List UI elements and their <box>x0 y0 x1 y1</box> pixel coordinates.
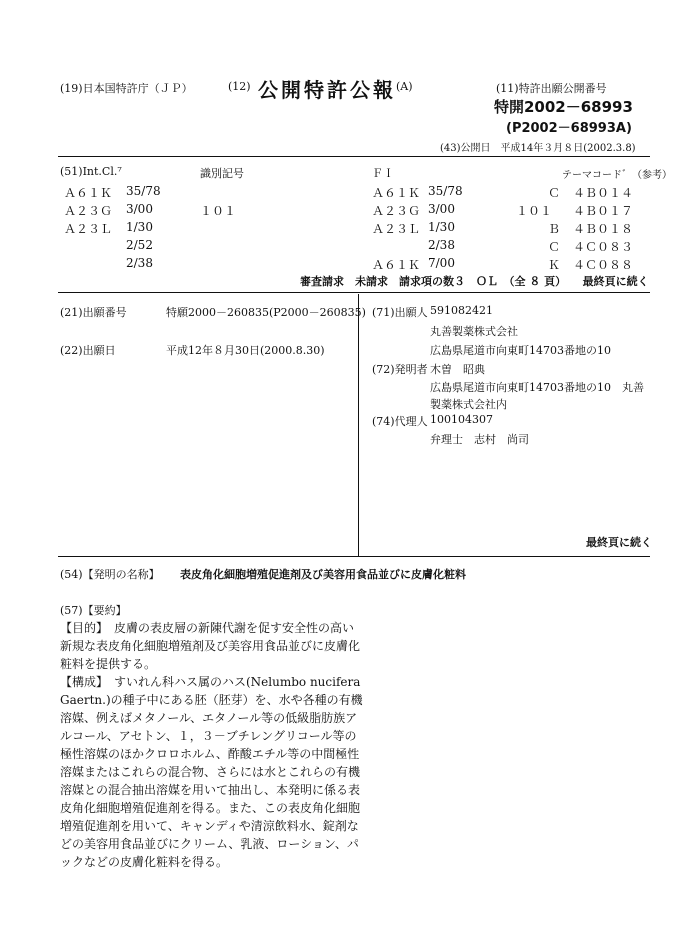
intcl-header: (51)Int.Cl.⁷ <box>60 165 122 178</box>
theme-code: ４Ｂ０１４ <box>573 186 634 200</box>
class-sub: 2/52 <box>126 238 153 252</box>
agent-id: 100104307 <box>430 413 493 426</box>
theme-code: ４Ｂ０１８ <box>573 222 634 236</box>
kind-code: (A) <box>396 80 413 93</box>
class-sub: 2/38 <box>126 256 153 270</box>
column-divider <box>358 294 359 556</box>
abstract-line: 極性溶媒のほかクロロホルム、酢酸エチル等の中間極性 <box>60 747 360 761</box>
kind-number: (12) <box>228 80 251 93</box>
abstract-line: 【目的】 皮膚の表皮層の新陳代謝を促す安全性の高い <box>60 621 355 635</box>
fi-class: Ａ２３Ｇ <box>372 204 421 218</box>
inventor-name: 木曽 昭典 <box>430 363 485 376</box>
theme-letter: Ｋ <box>548 258 561 272</box>
abstract-line: 粧料を提供する。 <box>60 657 157 671</box>
abstract-line: ックなどの皮膚化粧料を得る。 <box>60 855 229 869</box>
theme-letter: Ｃ <box>548 186 561 200</box>
abstract-line: ルコール、アセトン、１，３－ブチレングリコール等の <box>60 729 357 743</box>
fi-sub: 7/00 <box>428 256 455 270</box>
filing-date-label: (22)出願日 <box>60 344 116 357</box>
classification-rule <box>58 292 650 293</box>
class-sub: 3/00 <box>126 202 153 216</box>
applicant-name: 丸善製薬株式会社 <box>430 325 518 338</box>
theme-letter: Ｃ <box>548 240 561 254</box>
invention-title-label: (54)【発明の名称】 <box>60 568 160 581</box>
fi-header: ＦＩ <box>372 167 394 180</box>
abstract-line: 溶媒との混合抽出溶媒を用いて抽出し、本発明に係る表 <box>60 783 361 797</box>
agent-label: (74)代理人 <box>372 415 428 428</box>
theme-code: ４Ｃ０８８ <box>573 258 634 272</box>
abstract-line: 溶媒、例えばメタノール、エタノール等の低級脂肪族ア <box>60 711 358 725</box>
biblio-rule <box>58 556 650 557</box>
applicant-label: (71)出願人 <box>372 306 428 319</box>
theme-letter: Ｂ <box>548 222 561 236</box>
class-main: Ａ２３Ｇ <box>64 204 113 218</box>
abstract-line: 新規な表皮角化細胞増殖剤及び美容用食品並びに皮膚化 <box>60 639 361 653</box>
fi-sub: 35/78 <box>428 184 463 198</box>
publication-date: (43)公開日 平成14年３月８日(2002.3.8) <box>440 143 636 154</box>
inventor-address-line2: 製薬株式会社内 <box>430 398 507 411</box>
abstract-label: (57)【要約】 <box>60 604 127 617</box>
header-rule <box>58 156 650 157</box>
publication-title: 公開特許公報 <box>258 78 396 102</box>
class-sub: 1/30 <box>126 220 153 234</box>
application-number-label: (21)出願番号 <box>60 306 127 319</box>
abstract-line: 【構成】 すいれん科ハス属のハス(Nelumbo nucifera <box>60 675 361 689</box>
fi-sub: 2/38 <box>428 238 455 252</box>
class-sub: 35/78 <box>126 184 161 198</box>
publication-number-alt: (P2002－68993A) <box>506 121 632 136</box>
fi-class: Ａ６１Ｋ <box>372 186 421 200</box>
applicant-address: 広島県尾道市向東町14703番地の10 <box>430 344 611 357</box>
pubnum-label: (11)特許出願公開番号 <box>496 82 607 95</box>
examination-status: 審査請求 未請求 請求項の数３ ＯＬ （全 ８ 頁） 最終頁に続く <box>300 275 649 288</box>
fi-code: １０１ <box>516 204 553 218</box>
class-main: Ａ２３Ｌ <box>64 222 113 236</box>
continued-note: 最終頁に続く <box>586 536 652 549</box>
publication-number: 特開2002－68993 <box>494 98 633 116</box>
applicant-id: 591082421 <box>430 304 493 317</box>
abstract-line: どの美容用食品並びにクリーム、乳液、ローション、パ <box>60 837 359 851</box>
fi-sub: 1/30 <box>428 220 455 234</box>
fi-class: Ａ２３Ｌ <box>372 222 421 236</box>
theme-code: ４Ｃ０８３ <box>573 240 634 254</box>
abstract-line: 増殖促進剤を用いて、キャンディや清涼飲料水、錠剤な <box>60 819 359 833</box>
inventor-address-line1: 広島県尾道市向東町14703番地の10 丸善 <box>430 381 644 394</box>
abstract-line: 溶媒またはこれらの混合物、さらには水とこれらの有機 <box>60 765 361 779</box>
code-header: 識別記号 <box>200 167 244 180</box>
invention-title: 表皮角化細胞増殖促進剤及び美容用食品並びに皮膚化粧料 <box>180 568 466 581</box>
fi-class: Ａ６１Ｋ <box>372 258 421 272</box>
theme-code-header: テーマコード゛（参考） <box>562 170 672 181</box>
class-main: Ａ６１Ｋ <box>64 186 113 200</box>
abstract-line: 皮角化細胞増殖促進剤を得る。また、この表皮角化細胞 <box>60 801 361 815</box>
application-number: 特願2000－260835(P2000－260835) <box>166 306 366 319</box>
id-code: １０１ <box>200 204 237 218</box>
inventor-label: (72)発明者 <box>372 363 428 376</box>
abstract-line: Gaertn.)の種子中にある胚（胚芽）を、水や各種の有機 <box>60 693 363 707</box>
filing-date: 平成12年８月30日(2000.8.30) <box>166 344 325 357</box>
agent-name: 弁理士 志村 尚司 <box>430 433 529 446</box>
patent-office: (19)日本国特許庁（ＪＰ） <box>60 82 193 95</box>
fi-sub: 3/00 <box>428 202 455 216</box>
theme-code: ４Ｂ０１７ <box>573 204 634 218</box>
